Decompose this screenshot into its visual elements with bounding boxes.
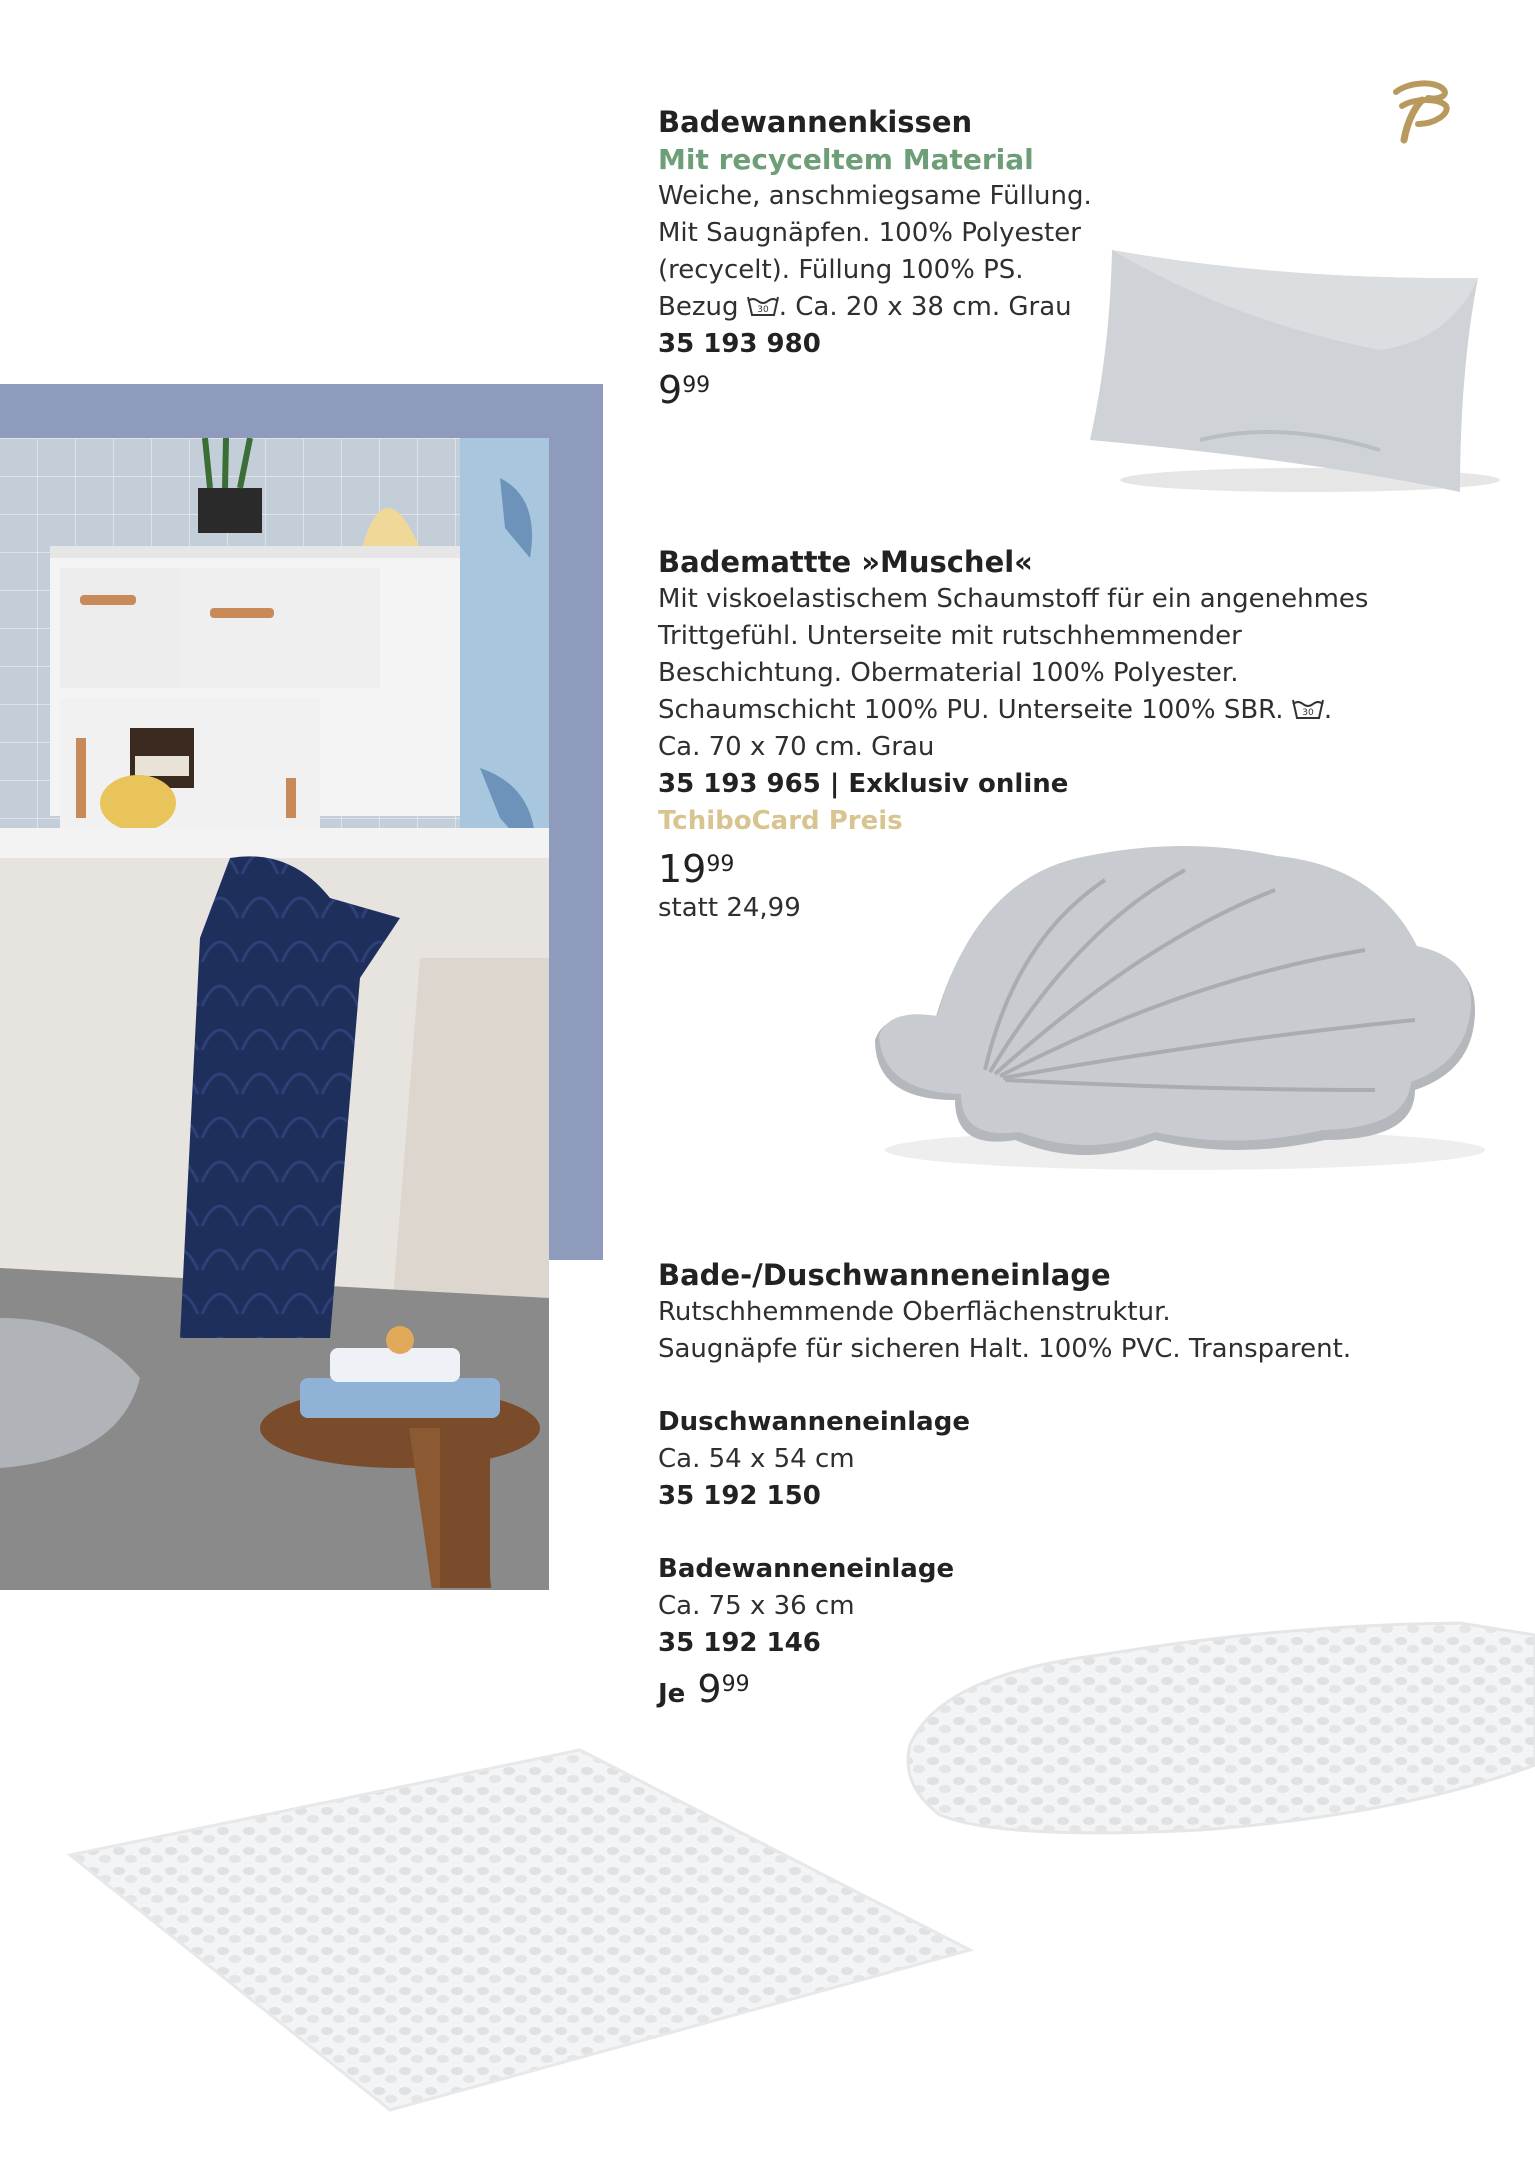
price-cents: 99 xyxy=(682,373,711,398)
price-cents: 99 xyxy=(721,1672,750,1697)
price-prefix: Je xyxy=(658,1679,686,1709)
description-line: Mit viskoelastischem Schaumstoff für ein angenehmes xyxy=(658,584,1369,614)
description-line: Saugnäpfe für sicheren Halt. 100% PVC. Transparent. xyxy=(658,1334,1352,1364)
description-line: Weiche, anschmiegsame Füllung. xyxy=(658,181,1092,211)
description-line xyxy=(658,289,1378,326)
tchibocard-label: TchiboCard Preis xyxy=(658,806,903,836)
product-shell-mat xyxy=(658,543,1498,927)
variant-size: Ca. 54 x 54 cm xyxy=(658,1444,855,1474)
shower-inlay-image xyxy=(60,1745,975,2115)
description-line: Mit Saugnäpfen. 100% Polyester xyxy=(658,218,1081,248)
description-line xyxy=(658,692,1498,729)
description-line: Rutschhemmende Oberflächenstruktur. xyxy=(658,1297,1171,1327)
description-line: Ca. 70 x 70 cm. Grau xyxy=(658,732,935,762)
wash-30-icon xyxy=(1292,694,1324,716)
variant-size: Ca. 75 x 36 cm xyxy=(658,1591,855,1621)
price-main: 9 xyxy=(697,1667,722,1711)
product-inlays xyxy=(658,1256,1498,1715)
article-number: 35 193 965 | Exklusiv online xyxy=(658,769,1069,799)
product-title: Bade-/Duschwanneneinlage xyxy=(658,1258,1111,1292)
description-line: Beschichtung. Obermaterial 100% Polyester. xyxy=(658,658,1239,688)
product-title: Bademattte »Muschel« xyxy=(658,545,1033,579)
svg-text:30: 30 xyxy=(1302,708,1314,718)
price xyxy=(658,1668,1498,1715)
article-number: 35 193 980 xyxy=(658,329,821,359)
price xyxy=(658,369,1378,411)
article-number: 35 192 146 xyxy=(658,1628,821,1658)
product-pillow xyxy=(658,103,1378,411)
bathroom-lifestyle-photo xyxy=(0,438,549,1590)
description-text: . xyxy=(1323,695,1333,725)
description-text: Schaumschicht 100% PU. Unterseite 100% SBR. xyxy=(658,695,1284,725)
description-text: Bezug xyxy=(658,292,739,322)
price-main: 19 xyxy=(658,847,707,891)
price xyxy=(658,848,1498,890)
description-line: Trittgefühl. Unterseite mit rutschhemmender xyxy=(658,621,1242,651)
price-main: 9 xyxy=(658,368,683,412)
svg-text:30: 30 xyxy=(757,305,769,315)
variant-name: Badewanneneinlage xyxy=(658,1554,955,1584)
article-number: 35 192 150 xyxy=(658,1481,821,1511)
tchibo-logo-icon xyxy=(1388,80,1452,146)
old-price: statt 24,99 xyxy=(658,893,801,923)
product-title: Badewannenkissen xyxy=(658,105,973,139)
variant-name: Duschwanneneinlage xyxy=(658,1407,970,1437)
description-line: (recycelt). Füllung 100% PS. xyxy=(658,255,1024,285)
description-text: . Ca. 20 x 38 cm. Grau xyxy=(778,292,1072,322)
wash-30-icon xyxy=(747,291,779,313)
price-cents: 99 xyxy=(706,852,735,877)
recycled-badge: Mit recyceltem Material xyxy=(658,143,1034,176)
